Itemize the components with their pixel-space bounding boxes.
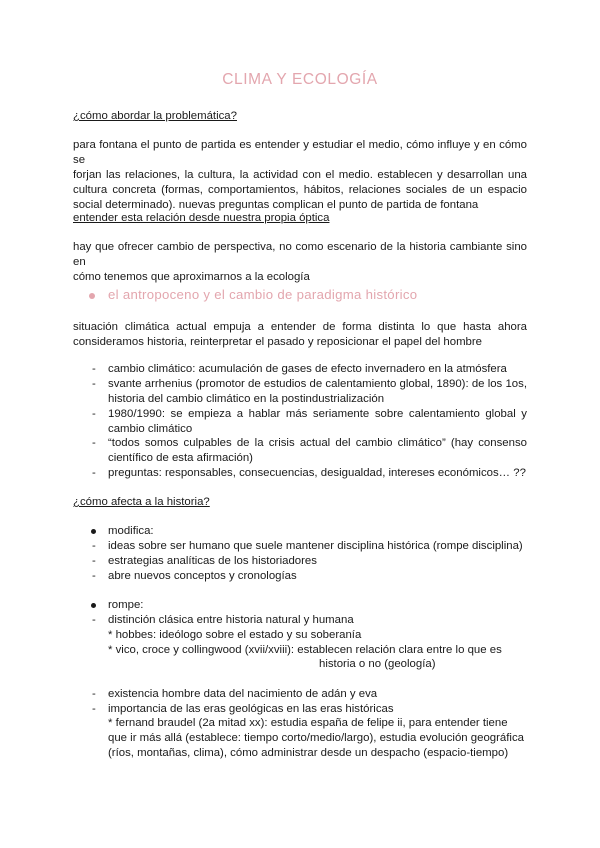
- list-dash: -: [92, 408, 96, 420]
- list-dash: -: [92, 378, 96, 390]
- paragraph-1-line: cultura concreta (formas, comportamientos, hábitos, relaciones sociales de un espacio: [73, 184, 527, 196]
- list-subitem: * fernand braudel (2a mitad xx): estudia españa de felipe ii, para entender tiene: [108, 717, 508, 729]
- list-subitem: que ir más allá (establece: tiempo corto/medio/largo), estudia evolución geográfica: [108, 732, 524, 744]
- list-item: abre nuevos conceptos y cronologías: [108, 570, 297, 582]
- list-item: importancia de las eras geológicas en las eras históricas: [108, 703, 394, 715]
- list-item: estrategias analíticas de los historiadores: [108, 555, 317, 567]
- paragraph-1-line: social determinado). nuevas preguntas complican el punto de partida de fontana: [73, 199, 479, 211]
- list-subitem: * hobbes: ideólogo sobre el estado y su soberanía: [108, 629, 362, 641]
- paragraph-2-line: cómo tenemos que aproximarnos a la ecología: [73, 271, 310, 283]
- list-item: existencia hombre data del nacimiento de adán y eva: [108, 688, 378, 700]
- list-item: [108, 436, 527, 466]
- list-dash: -: [92, 363, 96, 375]
- paragraph-1-line: forjan las relaciones, la cultura, la actividad con el medio. establecen y desarrollan una: [73, 169, 527, 181]
- list-dash: -: [92, 688, 96, 700]
- list-dash: -: [92, 555, 96, 567]
- bullet-dot: [91, 529, 96, 534]
- list-item-line: svante arrhenius (promotor de estudios de calentamiento global, 1890): de los 1os,: [108, 378, 527, 390]
- list-item-line: científico de esta afirmación): [108, 452, 253, 464]
- list-dash: -: [92, 467, 96, 479]
- list-subitem: * vico, croce y collingwood (xvii/xviii): establecen relación clara entre lo que es: [108, 644, 502, 656]
- list-dash: -: [92, 437, 96, 449]
- paragraph-3-line: consideramos historia, reinterpretar el pasado y reposicionar el papel del hombre: [73, 336, 483, 348]
- list-item: [108, 407, 527, 437]
- paragraph-1: [73, 138, 527, 213]
- list-dash: -: [92, 540, 96, 552]
- list-item-line: 1980/1990: se empieza a hablar más seriamente sobre calentamiento global y: [108, 408, 527, 420]
- list-item: cambio climático: acumulación de gases de efecto invernadero en la atmósfera: [108, 363, 507, 375]
- list-dash: -: [92, 703, 96, 715]
- paragraph-3: [73, 320, 527, 350]
- page-title: CLIMA Y ECOLOGÍA: [222, 71, 378, 88]
- list-item: ideas sobre ser humano que suele mantener disciplina histórica (rompe disciplina): [108, 540, 523, 552]
- question-heading-1: ¿cómo abordar la problemática?: [73, 110, 237, 122]
- list-subitem: (ríos, montañas, clima), cómo administrar desde un despacho (espacio-tiempo): [108, 747, 509, 759]
- paragraph-1-line: para fontana el punto de partida es entender y estudiar el medio, cómo influye y en cómo se: [73, 139, 527, 166]
- list-dash: -: [92, 614, 96, 626]
- list-item-line: “todos somos culpables de la crisis actual del cambio climático” (hay consenso: [108, 437, 527, 449]
- subheading-bullet: [89, 293, 95, 299]
- list-item: preguntas: responsables, consecuencias, desigualdad, intereses económicos… ??: [108, 467, 526, 479]
- list-item-line: historia del cambio climático en la postindustrialización: [108, 393, 385, 405]
- question-heading-3: ¿cómo afecta a la historia?: [73, 496, 210, 508]
- paragraph-2: [73, 240, 527, 285]
- list-label-rompe: rompe:: [108, 599, 144, 611]
- list-subitem-continued: historia o no (geología): [319, 658, 436, 670]
- bullet-dot: [91, 603, 96, 608]
- paragraph-3-line: situación climática actual empuja a entender de forma distinta lo que hasta ahora: [73, 321, 527, 333]
- paragraph-2-line: hay que ofrecer cambio de perspectiva, no como escenario de la historia cambiante sino en: [73, 241, 527, 268]
- list-label-modifica: modifica:: [108, 525, 154, 537]
- list-item: [108, 377, 527, 407]
- list-item: distinción clásica entre historia natural y humana: [108, 614, 354, 626]
- section-subheading: el antropoceno y el cambio de paradigma histórico: [108, 287, 418, 302]
- list-dash: -: [92, 570, 96, 582]
- list-item-line: cambio climático: [108, 423, 193, 435]
- question-heading-2: entender esta relación desde nuestra propia óptica: [73, 212, 330, 224]
